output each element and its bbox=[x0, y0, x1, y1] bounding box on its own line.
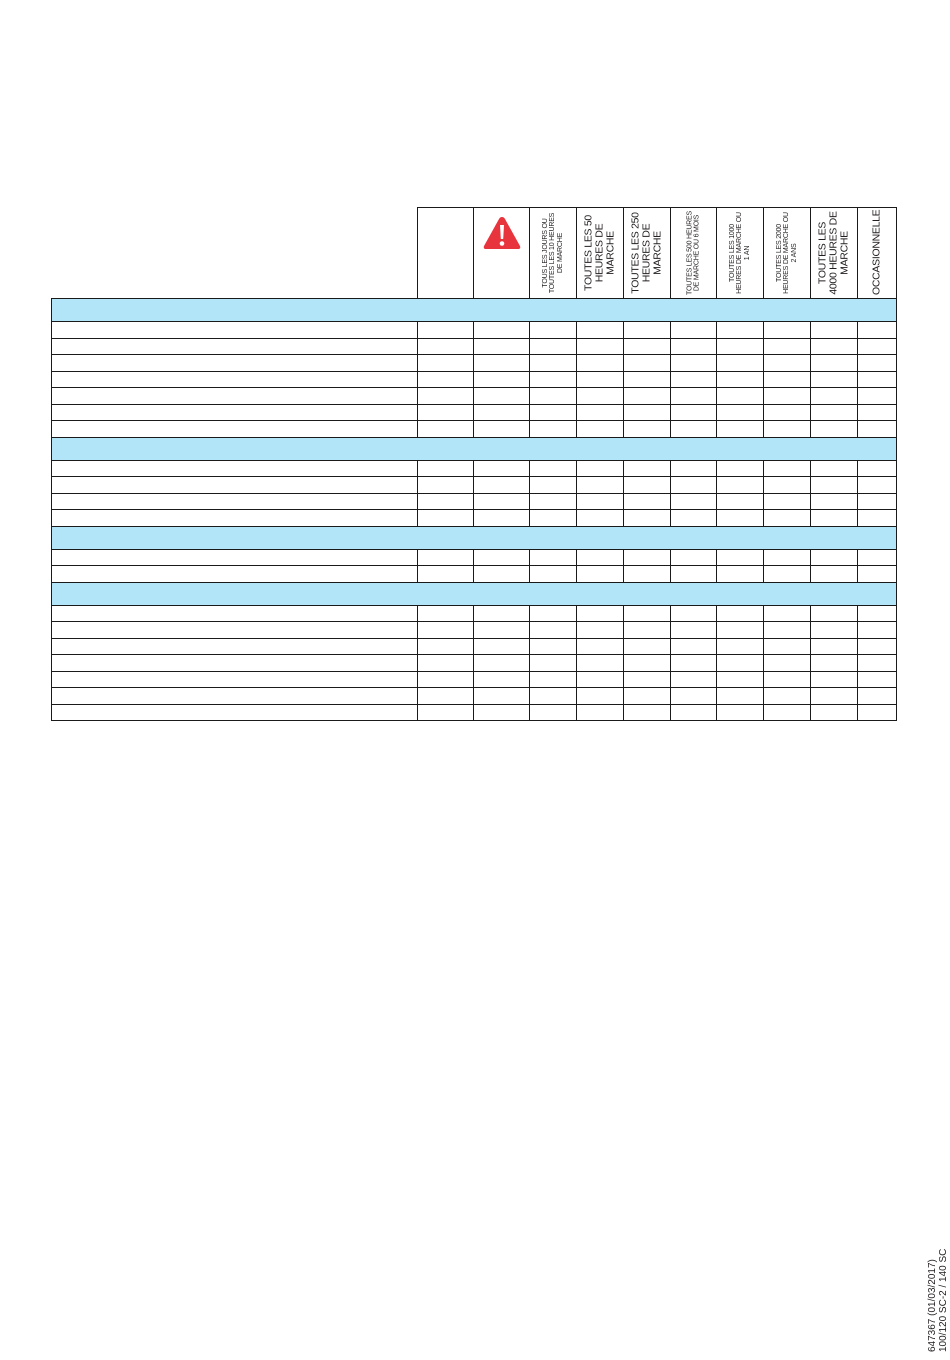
interval-cell bbox=[530, 477, 577, 494]
header-cell bbox=[811, 208, 858, 299]
interval-cell bbox=[811, 638, 858, 655]
table-row bbox=[52, 338, 897, 355]
table-row bbox=[52, 477, 897, 494]
interval-cell bbox=[577, 510, 624, 527]
interval-cell bbox=[474, 338, 530, 355]
task-cell bbox=[52, 493, 418, 510]
interval-cell bbox=[577, 566, 624, 583]
interval-cell bbox=[717, 510, 764, 527]
interval-cell bbox=[530, 704, 577, 721]
interval-cell bbox=[858, 404, 897, 421]
interval-cell bbox=[474, 605, 530, 622]
interval-cell bbox=[671, 688, 717, 705]
interval-cell bbox=[577, 704, 624, 721]
header-cell bbox=[418, 208, 474, 299]
interval-cell bbox=[858, 477, 897, 494]
table-row bbox=[52, 566, 897, 583]
interval-cell bbox=[624, 371, 671, 388]
task-cell bbox=[52, 622, 418, 639]
interval-cell bbox=[671, 493, 717, 510]
task-cell bbox=[52, 704, 418, 721]
interval-cell bbox=[577, 388, 624, 405]
task-cell bbox=[52, 638, 418, 655]
table-row bbox=[52, 622, 897, 639]
interval-cell bbox=[717, 421, 764, 438]
interval-cell bbox=[811, 510, 858, 527]
interval-cell bbox=[858, 622, 897, 639]
task-cell bbox=[52, 371, 418, 388]
section-header-cell bbox=[52, 582, 897, 605]
interval-cell bbox=[418, 460, 474, 477]
interval-cell bbox=[624, 638, 671, 655]
table-row bbox=[52, 388, 897, 405]
interval-cell bbox=[624, 605, 671, 622]
interval-label: TOUTES LES 250 HEURES DE MARCHE bbox=[629, 212, 664, 294]
interval-cell bbox=[474, 477, 530, 494]
interval-cell bbox=[624, 404, 671, 421]
interval-cell bbox=[671, 566, 717, 583]
header-blank-cell bbox=[52, 208, 418, 299]
interval-cell bbox=[858, 371, 897, 388]
model-numbers: 100/120 SC-2 / 140 SC bbox=[938, 1248, 949, 1352]
interval-cell bbox=[474, 355, 530, 372]
interval-cell bbox=[858, 338, 897, 355]
interval-cell bbox=[671, 371, 717, 388]
task-cell bbox=[52, 566, 418, 583]
interval-cell bbox=[671, 655, 717, 672]
header-cell bbox=[474, 208, 530, 299]
header-cell bbox=[764, 208, 811, 299]
interval-cell bbox=[474, 322, 530, 339]
interval-cell bbox=[474, 404, 530, 421]
interval-cell bbox=[418, 655, 474, 672]
interval-cell bbox=[764, 510, 811, 527]
interval-cell bbox=[418, 421, 474, 438]
interval-cell bbox=[474, 371, 530, 388]
interval-cell bbox=[671, 421, 717, 438]
interval-cell bbox=[624, 322, 671, 339]
interval-cell bbox=[671, 477, 717, 494]
interval-cell bbox=[624, 671, 671, 688]
interval-cell bbox=[811, 622, 858, 639]
interval-cell bbox=[530, 671, 577, 688]
interval-cell bbox=[717, 605, 764, 622]
interval-cell bbox=[717, 638, 764, 655]
interval-cell bbox=[764, 355, 811, 372]
header-row bbox=[52, 208, 897, 299]
interval-cell bbox=[671, 704, 717, 721]
interval-cell bbox=[418, 549, 474, 566]
table-row bbox=[52, 421, 897, 438]
interval-cell bbox=[811, 388, 858, 405]
interval-cell bbox=[530, 688, 577, 705]
interval-cell bbox=[530, 510, 577, 527]
interval-cell bbox=[624, 566, 671, 583]
interval-label: TOUS LES JOURS OU TOUTES LES 10 HEURES DE MARCHE bbox=[541, 212, 564, 294]
interval-cell bbox=[474, 671, 530, 688]
interval-cell bbox=[671, 404, 717, 421]
interval-cell bbox=[624, 388, 671, 405]
interval-cell bbox=[624, 493, 671, 510]
interval-cell bbox=[858, 704, 897, 721]
interval-cell bbox=[530, 322, 577, 339]
interval-cell bbox=[858, 638, 897, 655]
interval-cell bbox=[530, 371, 577, 388]
interval-cell bbox=[530, 460, 577, 477]
interval-cell bbox=[811, 355, 858, 372]
interval-cell bbox=[474, 688, 530, 705]
interval-cell bbox=[717, 671, 764, 688]
interval-cell bbox=[530, 638, 577, 655]
interval-cell bbox=[811, 460, 858, 477]
interval-cell bbox=[858, 688, 897, 705]
interval-cell bbox=[717, 566, 764, 583]
interval-cell bbox=[811, 549, 858, 566]
header-cell bbox=[577, 208, 624, 299]
interval-label: TOUTES LES 500 HEURES DE MARCHE OU 6 MOIS bbox=[686, 211, 701, 295]
interval-cell bbox=[474, 510, 530, 527]
interval-cell bbox=[858, 460, 897, 477]
table-row bbox=[52, 460, 897, 477]
interval-cell bbox=[764, 404, 811, 421]
interval-cell bbox=[530, 355, 577, 372]
interval-cell bbox=[418, 688, 474, 705]
header-cell bbox=[717, 208, 764, 299]
header-cell bbox=[530, 208, 577, 299]
interval-cell bbox=[418, 566, 474, 583]
header-cell bbox=[624, 208, 671, 299]
interval-cell bbox=[764, 549, 811, 566]
interval-cell bbox=[577, 493, 624, 510]
interval-cell bbox=[764, 605, 811, 622]
interval-cell bbox=[717, 688, 764, 705]
interval-cell bbox=[671, 671, 717, 688]
interval-cell bbox=[530, 655, 577, 672]
interval-cell bbox=[418, 493, 474, 510]
interval-cell bbox=[577, 622, 624, 639]
interval-cell bbox=[530, 622, 577, 639]
interval-label: TOUTES LES 4000 HEURES DE MARCHE bbox=[816, 211, 851, 295]
table-row bbox=[52, 688, 897, 705]
interval-cell bbox=[671, 338, 717, 355]
interval-cell bbox=[858, 605, 897, 622]
interval-cell bbox=[577, 671, 624, 688]
interval-cell bbox=[717, 338, 764, 355]
section-header-cell bbox=[52, 437, 897, 460]
interval-cell bbox=[577, 638, 624, 655]
interval-cell bbox=[624, 704, 671, 721]
interval-cell bbox=[418, 404, 474, 421]
interval-cell bbox=[858, 655, 897, 672]
section-band bbox=[52, 437, 897, 460]
document-date: 647367 (01/03/2017) bbox=[927, 1259, 938, 1352]
interval-cell bbox=[418, 622, 474, 639]
interval-cell bbox=[764, 371, 811, 388]
header-cell bbox=[671, 208, 717, 299]
interval-cell bbox=[764, 655, 811, 672]
interval-cell bbox=[764, 460, 811, 477]
interval-cell bbox=[671, 549, 717, 566]
warning-triangle-icon bbox=[482, 215, 522, 256]
interval-cell bbox=[577, 371, 624, 388]
interval-cell bbox=[717, 704, 764, 721]
task-cell bbox=[52, 355, 418, 372]
interval-cell bbox=[671, 638, 717, 655]
interval-cell bbox=[474, 493, 530, 510]
interval-cell bbox=[474, 421, 530, 438]
interval-cell bbox=[474, 655, 530, 672]
table-row bbox=[52, 355, 897, 372]
interval-cell bbox=[764, 338, 811, 355]
interval-cell bbox=[577, 338, 624, 355]
table-row bbox=[52, 371, 897, 388]
interval-cell bbox=[474, 460, 530, 477]
interval-cell bbox=[764, 388, 811, 405]
interval-cell bbox=[858, 322, 897, 339]
interval-cell bbox=[811, 421, 858, 438]
interval-cell bbox=[811, 605, 858, 622]
interval-cell bbox=[577, 688, 624, 705]
interval-cell bbox=[624, 477, 671, 494]
interval-cell bbox=[717, 549, 764, 566]
interval-cell bbox=[811, 688, 858, 705]
table-row bbox=[52, 549, 897, 566]
interval-cell bbox=[530, 493, 577, 510]
interval-cell bbox=[624, 549, 671, 566]
interval-cell bbox=[624, 688, 671, 705]
interval-cell bbox=[717, 388, 764, 405]
interval-cell bbox=[671, 322, 717, 339]
interval-cell bbox=[717, 404, 764, 421]
document-reference bbox=[927, 1249, 949, 1352]
table-row bbox=[52, 322, 897, 339]
interval-cell bbox=[418, 388, 474, 405]
task-cell bbox=[52, 477, 418, 494]
interval-cell bbox=[530, 421, 577, 438]
task-cell bbox=[52, 322, 418, 339]
interval-cell bbox=[577, 404, 624, 421]
interval-cell bbox=[624, 510, 671, 527]
interval-cell bbox=[811, 704, 858, 721]
task-cell bbox=[52, 549, 418, 566]
interval-cell bbox=[811, 671, 858, 688]
interval-cell bbox=[474, 566, 530, 583]
interval-cell bbox=[530, 566, 577, 583]
interval-cell bbox=[577, 477, 624, 494]
table-row bbox=[52, 638, 897, 655]
interval-cell bbox=[858, 388, 897, 405]
interval-cell bbox=[474, 549, 530, 566]
interval-cell bbox=[671, 355, 717, 372]
interval-cell bbox=[811, 566, 858, 583]
interval-cell bbox=[624, 655, 671, 672]
interval-cell bbox=[717, 622, 764, 639]
task-cell bbox=[52, 655, 418, 672]
task-cell bbox=[52, 688, 418, 705]
interval-cell bbox=[858, 566, 897, 583]
section-band bbox=[52, 299, 897, 322]
interval-cell bbox=[717, 493, 764, 510]
interval-cell bbox=[418, 510, 474, 527]
table-row bbox=[52, 671, 897, 688]
interval-cell bbox=[530, 404, 577, 421]
interval-cell bbox=[811, 493, 858, 510]
interval-cell bbox=[764, 671, 811, 688]
table-row bbox=[52, 655, 897, 672]
interval-cell bbox=[418, 671, 474, 688]
interval-cell bbox=[717, 460, 764, 477]
interval-cell bbox=[530, 388, 577, 405]
maintenance-schedule-table bbox=[51, 207, 897, 721]
task-cell bbox=[52, 460, 418, 477]
interval-cell bbox=[717, 355, 764, 372]
interval-cell bbox=[764, 638, 811, 655]
interval-cell bbox=[671, 622, 717, 639]
header-cell bbox=[858, 208, 897, 299]
interval-cell bbox=[624, 622, 671, 639]
interval-cell bbox=[624, 421, 671, 438]
interval-cell bbox=[858, 355, 897, 372]
interval-cell bbox=[418, 638, 474, 655]
task-cell bbox=[52, 510, 418, 527]
section-header-cell bbox=[52, 299, 897, 322]
interval-cell bbox=[577, 460, 624, 477]
interval-cell bbox=[418, 355, 474, 372]
interval-cell bbox=[811, 371, 858, 388]
interval-cell bbox=[474, 704, 530, 721]
interval-cell bbox=[858, 510, 897, 527]
task-cell bbox=[52, 421, 418, 438]
section-band bbox=[52, 526, 897, 549]
interval-cell bbox=[764, 421, 811, 438]
interval-cell bbox=[577, 421, 624, 438]
interval-cell bbox=[764, 493, 811, 510]
interval-cell bbox=[577, 605, 624, 622]
interval-cell bbox=[418, 477, 474, 494]
interval-cell bbox=[418, 704, 474, 721]
section-band bbox=[52, 582, 897, 605]
interval-cell bbox=[764, 688, 811, 705]
table-row bbox=[52, 510, 897, 527]
interval-cell bbox=[577, 549, 624, 566]
table-row bbox=[52, 404, 897, 421]
interval-cell bbox=[811, 338, 858, 355]
interval-cell bbox=[418, 322, 474, 339]
interval-label: TOUTES LES 1000 HEURES DE MARCHE OU 1 AN bbox=[728, 212, 751, 294]
interval-cell bbox=[474, 622, 530, 639]
task-cell bbox=[52, 605, 418, 622]
interval-label: TOUTES LES 2000 HEURES DE MARCHE OU 2 ANS bbox=[775, 212, 798, 294]
interval-cell bbox=[530, 338, 577, 355]
interval-cell bbox=[717, 322, 764, 339]
task-cell bbox=[52, 338, 418, 355]
interval-cell bbox=[717, 655, 764, 672]
table-row bbox=[52, 493, 897, 510]
interval-cell bbox=[418, 338, 474, 355]
interval-cell bbox=[474, 638, 530, 655]
interval-cell bbox=[811, 655, 858, 672]
interval-cell bbox=[577, 355, 624, 372]
interval-cell bbox=[764, 566, 811, 583]
interval-cell bbox=[858, 493, 897, 510]
interval-cell bbox=[858, 421, 897, 438]
interval-cell bbox=[418, 371, 474, 388]
interval-cell bbox=[671, 510, 717, 527]
interval-cell bbox=[764, 322, 811, 339]
interval-cell bbox=[530, 605, 577, 622]
interval-cell bbox=[717, 477, 764, 494]
task-cell bbox=[52, 671, 418, 688]
interval-cell bbox=[671, 605, 717, 622]
interval-cell bbox=[624, 338, 671, 355]
interval-cell bbox=[671, 388, 717, 405]
interval-cell bbox=[811, 322, 858, 339]
task-cell bbox=[52, 404, 418, 421]
task-cell bbox=[52, 388, 418, 405]
interval-cell bbox=[530, 549, 577, 566]
interval-cell bbox=[764, 622, 811, 639]
interval-cell bbox=[764, 704, 811, 721]
interval-cell bbox=[717, 371, 764, 388]
interval-label: TOUTES LES 50 HEURES DE MARCHE bbox=[582, 215, 617, 291]
interval-cell bbox=[474, 388, 530, 405]
table-row bbox=[52, 704, 897, 721]
interval-cell bbox=[418, 605, 474, 622]
interval-cell bbox=[858, 671, 897, 688]
interval-cell bbox=[577, 322, 624, 339]
table-row bbox=[52, 605, 897, 622]
interval-cell bbox=[671, 460, 717, 477]
interval-label: OCCASIONNELLE bbox=[870, 209, 883, 295]
interval-cell bbox=[858, 549, 897, 566]
interval-cell bbox=[764, 477, 811, 494]
interval-cell bbox=[624, 355, 671, 372]
interval-cell bbox=[577, 655, 624, 672]
interval-cell bbox=[811, 477, 858, 494]
section-header-cell bbox=[52, 526, 897, 549]
interval-cell bbox=[624, 460, 671, 477]
interval-cell bbox=[811, 404, 858, 421]
